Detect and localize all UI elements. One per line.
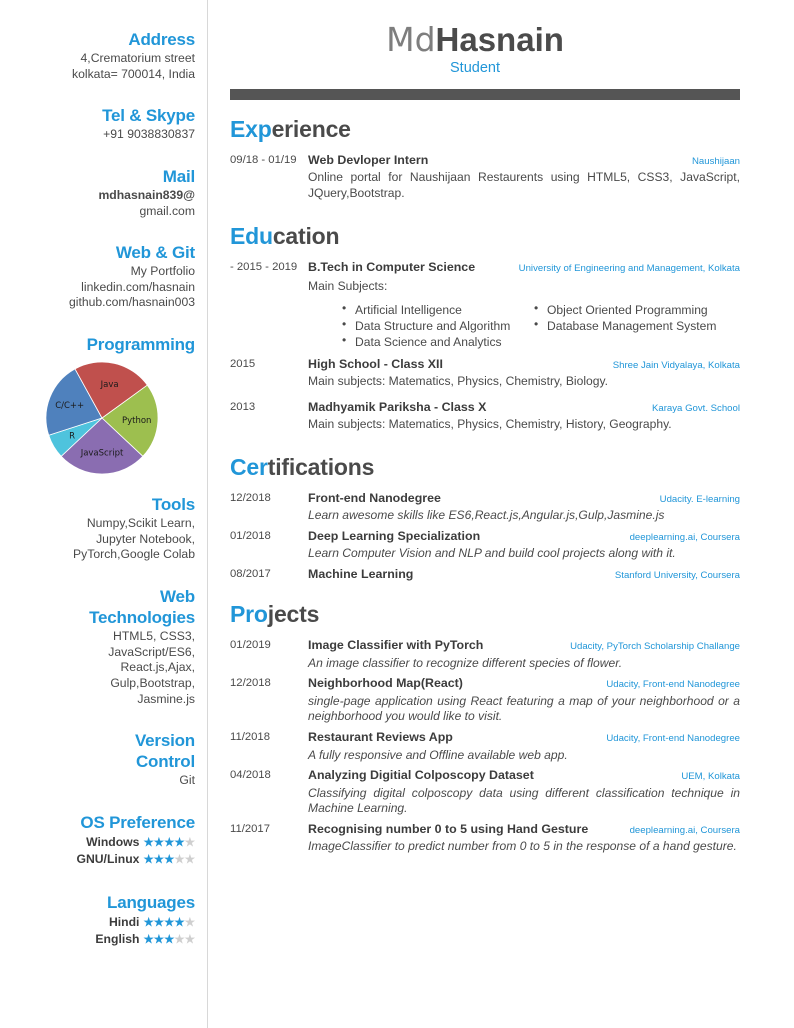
entry-head (308, 356, 740, 373)
header-divider-bar (230, 89, 740, 100)
star-glyph: ★ (143, 916, 154, 929)
last-name: Hasnain (435, 21, 564, 58)
star-glyph: ★ (184, 854, 195, 867)
sidebar-heading-address: Address (128, 30, 195, 49)
entry-date: 11/2017 (230, 823, 270, 836)
entry-title: Recognising number 0 to 5 using Hand Gesture (308, 822, 589, 837)
entry-head (308, 637, 740, 654)
star-glyph: ★ (143, 934, 154, 947)
entry-org: Udacity. E-learning (659, 493, 740, 505)
star-glyph: ★ (174, 854, 185, 867)
entry-title: Madhyamik Pariksha - Class X (308, 399, 487, 414)
star-glyph: ★ (174, 934, 185, 947)
entry-head (308, 528, 740, 545)
os-stars-windows (143, 836, 195, 852)
section-title-rest: tifications (267, 453, 375, 480)
section-projects (230, 601, 740, 855)
certification-entry (230, 566, 740, 583)
entry-description: Classifying digital colposcopy data using different classification technique in Machine Learning. (308, 785, 740, 816)
star-glyph: ★ (153, 854, 165, 867)
pie-label-c-c-: C/C++ (54, 401, 84, 412)
address-line-2: kolkata= 700014, India (72, 66, 195, 81)
entry-date: 08/2017 (230, 568, 271, 580)
tools-line-1: Numpy,Scikit Learn, (86, 516, 195, 531)
subject-item: • Database Management System (534, 318, 740, 334)
entry-date: 11/2018 (230, 731, 270, 744)
entry-head (308, 729, 740, 746)
entry-description: Main subjects: Matematics, Physics, Chemistry, History, Geography. (308, 417, 672, 432)
language-stars-hindi (143, 916, 195, 932)
email-line-1: mdhasnain839@ (98, 187, 195, 202)
project-entry (230, 729, 740, 763)
subject-item: • Data Structure and Algorithm (342, 318, 524, 334)
sidebar-block-address (8, 30, 195, 82)
entry-description: single-page application using React featuring a map of your neighborhood or a neighborhood you would like to visit. (308, 693, 740, 724)
entry-head (308, 152, 740, 169)
sidebar-heading-version-control-line2: Control (135, 752, 195, 772)
entry-date: 2015 (230, 357, 256, 370)
github-link[interactable]: github.com/hasnain003 (68, 295, 195, 310)
entry-body (308, 259, 740, 352)
sidebar-heading-tel-skype: Tel & Skype (102, 106, 195, 126)
star-glyph: ★ (153, 916, 165, 929)
pie-label-python: Python (121, 416, 151, 427)
section-experience (230, 116, 740, 202)
sidebar-heading-programming: Programming (86, 335, 195, 355)
webtech-line-2: JavaScript/ES6, (108, 644, 195, 659)
entry-description: Online portal for Naushijaan Restaurents using HTML5, CSS3, JavaScript, JQuery,Bootstrap. (308, 170, 740, 201)
webtech-line-1: HTML5, CSS3, (113, 629, 195, 644)
star-glyph: ★ (184, 934, 195, 947)
star-glyph: ★ (164, 854, 175, 867)
os-stars-gnulinux (143, 853, 195, 869)
version-control-value: Git (179, 773, 195, 788)
sidebar-block-web-technologies (8, 587, 195, 707)
entry-description: Learn Computer Vision and NLP and build cool projects along with it. (308, 546, 676, 561)
certification-entry (230, 528, 740, 562)
os-label-windows: Windows (86, 834, 140, 849)
entry-body (308, 399, 740, 433)
subject-item: • Artificial Intelligence (342, 302, 524, 318)
entry-org: Karaya Govt. School (652, 402, 740, 414)
main-subjects-right-column (524, 302, 740, 350)
entry-description: A fully responsive and Offline available web app. (308, 747, 568, 762)
entry-title: High School - Class XII (308, 356, 443, 371)
sidebar-heading-os-preference: OS Preference (80, 812, 195, 832)
language-rating-row (8, 931, 195, 949)
sidebar (0, 0, 208, 1028)
star-glyph: ★ (184, 916, 195, 929)
language-label-english: English (95, 932, 140, 947)
entry-date: 12/2018 (230, 491, 271, 504)
entry-title: Restaurant Reviews App (308, 730, 453, 745)
entry-title: B.Tech in Computer Science (308, 259, 476, 274)
address-line-1: 4,Crematorium street (80, 51, 195, 66)
main-subjects-label: Main Subjects: (308, 278, 388, 293)
job-subtitle: Student (450, 59, 500, 76)
sidebar-block-tel-skype (8, 106, 195, 143)
name-header (230, 22, 740, 76)
star-glyph: ★ (164, 916, 175, 929)
entry-head (308, 259, 740, 278)
portfolio-link[interactable]: My Portfolio (130, 264, 195, 279)
entry-body (308, 729, 740, 763)
entry-org: deeplearning.ai, Coursera (629, 531, 740, 543)
entry-head (308, 399, 740, 416)
section-certifications (230, 454, 740, 583)
pie-chart-svg (32, 359, 172, 477)
section-title-education (230, 223, 740, 250)
language-stars-english (143, 933, 195, 949)
sidebar-heading-web-technologies-line2: Technologies (89, 608, 195, 628)
pie-label-java: Java (100, 380, 119, 391)
os-rating-row (8, 851, 195, 869)
subject-item: • Data Science and Analytics (342, 334, 524, 350)
entry-date: 12/2018 (230, 677, 271, 690)
webtech-line-4: Gulp,Bootstrap, (110, 675, 195, 690)
entry-head (308, 767, 740, 784)
project-entry (230, 767, 740, 817)
section-title-rest: cation (272, 222, 340, 249)
star-glyph: ★ (164, 934, 175, 947)
entry-body (308, 528, 740, 562)
webtech-line-3: React.js,Ajax, (120, 660, 195, 675)
section-title-rest: erience (271, 115, 351, 142)
education-entry (230, 356, 740, 390)
sidebar-heading-version-control-line1: Version (134, 731, 195, 751)
subject-item: • Object Oriented Programming (534, 302, 740, 318)
entry-org: Shree Jain Vidyalaya, Kolkata (612, 359, 740, 371)
entry-description: Learn awesome skills like ES6,React.js,Angular.js,Gulp,Jasmine.js (308, 508, 665, 523)
entry-title: Deep Learning Specialization (308, 528, 481, 543)
star-glyph: ★ (184, 836, 195, 849)
project-entry (230, 675, 740, 725)
email-line-2: gmail.com (139, 203, 195, 218)
entry-head (308, 490, 740, 507)
entry-description: ImageClassifier to predict number from 0 to 5 in the response of a hand gesture. (308, 839, 737, 854)
webtech-line-5: Jasmine.js (137, 691, 195, 706)
entry-date: 04/2018 (230, 769, 271, 782)
entry-date: 01/2019 (230, 639, 271, 652)
sidebar-block-tools (8, 495, 195, 563)
main-subjects-columns (308, 302, 740, 350)
project-entry (230, 821, 740, 855)
entry-title: Neighborhood Map(React) (308, 676, 463, 691)
sidebar-heading-web-git: Web & Git (115, 243, 195, 263)
star-glyph: ★ (143, 836, 154, 849)
sidebar-heading-tools: Tools (151, 495, 195, 515)
linkedin-link[interactable]: linkedin.com/hasnain (81, 279, 195, 294)
page-title (230, 22, 720, 59)
entry-body (308, 566, 740, 583)
first-name: Md (386, 20, 436, 59)
spacer (230, 211, 740, 223)
tools-line-2: Jupyter Notebook, (96, 531, 195, 546)
entry-body (308, 821, 740, 855)
sidebar-block-os-preference (8, 813, 195, 869)
entry-head (308, 821, 740, 838)
entry-body (308, 675, 740, 725)
education-degree-entry (230, 259, 740, 352)
entry-title: Front-end Nanodegree (308, 490, 441, 505)
entry-description: Main subjects: Matematics, Physics, Chemistry, Biology. (308, 374, 608, 389)
entry-date: - 2015 - 2019 (230, 260, 298, 273)
main-subjects-left-column (308, 302, 524, 350)
language-rating-row (8, 914, 195, 932)
entry-description: An image classifier to recognize different species of flower. (308, 655, 623, 670)
star-glyph: ★ (174, 836, 185, 849)
entry-org: Udacity, PyTorch Scholarship Challange (570, 641, 740, 653)
entry-org: deeplearning.ai, Coursera (629, 825, 740, 837)
section-title-experience (230, 116, 740, 143)
pie-label-javascript: JavaScript (80, 448, 123, 459)
sidebar-block-web-git (8, 243, 195, 311)
language-label-hindi: Hindi (108, 914, 140, 929)
entry-body (308, 767, 740, 817)
section-title-rest: jects (267, 601, 320, 628)
section-title-certifications (230, 454, 740, 481)
programming-pie-chart (8, 359, 195, 477)
pie-label-r: R (68, 431, 75, 442)
entry-title: Image Classifier with PyTorch (308, 638, 484, 653)
section-title-highlight: Cer (230, 453, 268, 480)
entry-title: Analyzing Digitial Colposcopy Dataset (308, 768, 534, 783)
star-glyph: ★ (164, 836, 175, 849)
sidebar-heading-web-technologies-line1: Web (160, 586, 195, 606)
entry-date: 2013 (230, 400, 256, 413)
star-glyph: ★ (143, 854, 154, 867)
entry-body (308, 152, 740, 202)
section-education (230, 223, 740, 433)
section-title-highlight: Edu (230, 222, 273, 249)
entry-head (308, 566, 740, 583)
section-title-highlight: Pro (230, 601, 268, 628)
phone-number: +91 9038830837 (103, 127, 195, 142)
sidebar-block-programming (8, 335, 195, 477)
entry-title: Web Devloper Intern (308, 152, 429, 167)
main-content (208, 0, 794, 1028)
entry-org: Udacity, Front-end Nanodegree (606, 733, 740, 745)
entry-head (308, 675, 740, 692)
entry-org: Udacity, Front-end Nanodegree (606, 679, 740, 691)
entry-title: Machine Learning (308, 567, 414, 581)
star-glyph: ★ (153, 934, 165, 947)
entry-org: Naushijaan (691, 155, 740, 167)
section-title-projects (230, 601, 740, 628)
os-label-gnulinux: GNU/Linux (76, 852, 140, 867)
entry-date: 01/2018 (230, 529, 271, 542)
spacer (230, 442, 740, 454)
tools-line-3: PyTorch,Google Colab (73, 547, 195, 562)
entry-org: University of Engineering and Management, Kolkata (518, 262, 740, 274)
spacer (230, 589, 740, 601)
project-entry (230, 637, 740, 671)
entry-body (308, 637, 740, 671)
sidebar-block-languages (8, 893, 195, 949)
sidebar-block-mail (8, 167, 195, 219)
sidebar-heading-mail: Mail (162, 166, 195, 186)
section-title-highlight: Exp (230, 115, 272, 142)
education-entry (230, 399, 740, 433)
certification-entry (230, 490, 740, 524)
star-glyph: ★ (174, 916, 185, 929)
entry-date: 09/18 - 01/19 (230, 153, 297, 166)
sidebar-block-version-control (8, 731, 195, 789)
os-rating-row (8, 834, 195, 852)
entry-org: UEM, Kolkata (681, 771, 740, 783)
entry-org: Stanford University, Coursera (614, 570, 740, 581)
entry-body (308, 490, 740, 524)
sidebar-heading-languages: Languages (107, 892, 195, 912)
entry-body (308, 356, 740, 390)
experience-entry (230, 152, 740, 202)
star-glyph: ★ (153, 836, 165, 849)
